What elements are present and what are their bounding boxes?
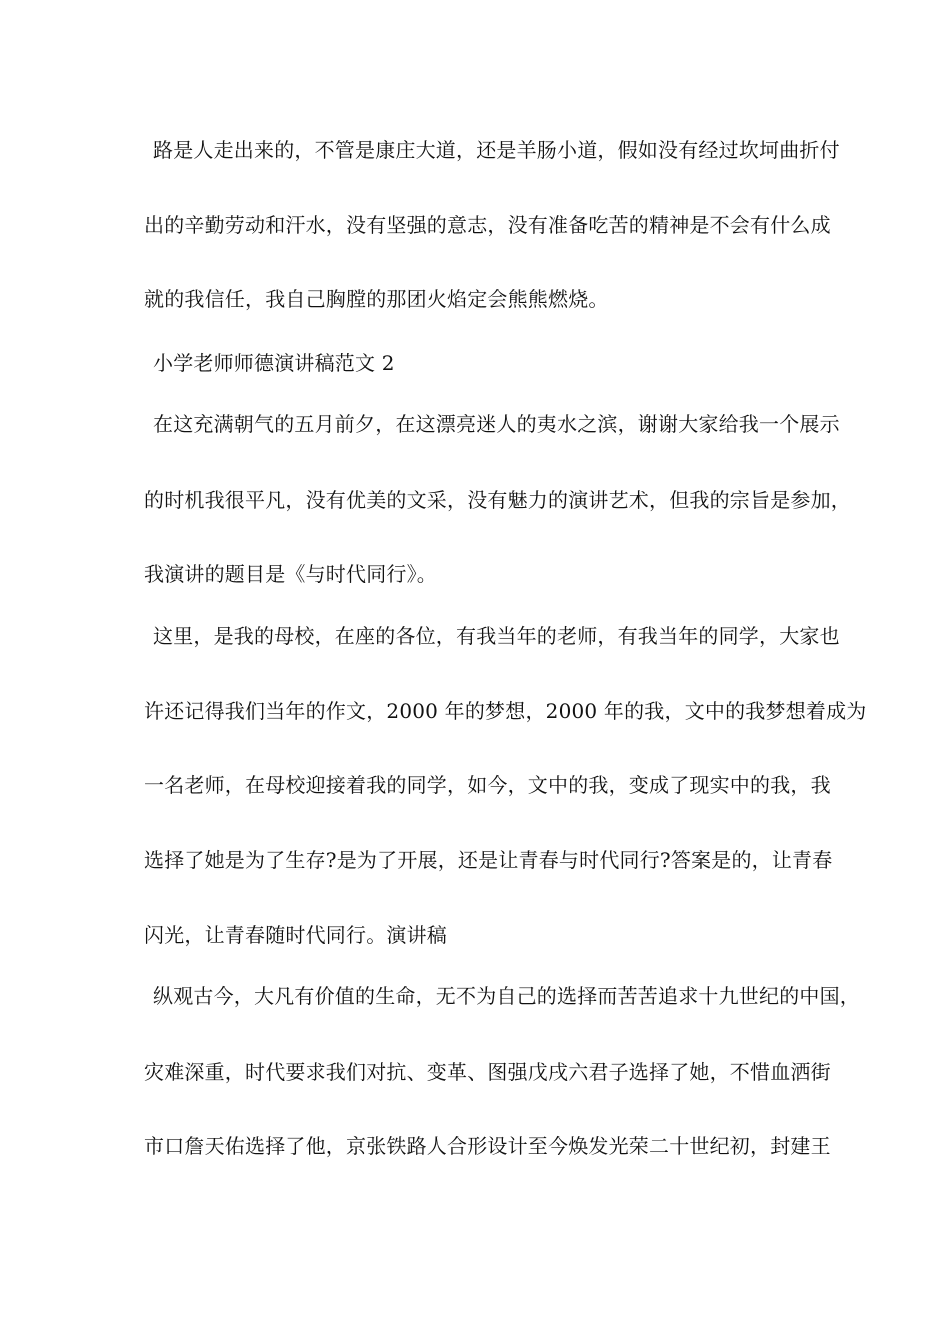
- paragraph-4-line-2: 灾难深重，时代要求我们对抗、变革、图强戊戌六君子选择了她，不惜血洒街: [144, 1060, 831, 1084]
- paragraph-2-line-2: 的时机我很平凡，没有优美的文采，没有魅力的演讲艺术，但我的宗旨是参加，: [144, 488, 851, 512]
- paragraph-4-line-3: 市口詹天佑选择了他，京张铁路人合形设计至今焕发光荣二十世纪初，封建王: [144, 1134, 831, 1158]
- paragraph-4-line-1: 纵观古今，大凡有价值的生命，无不为自己的选择而苦苦追求十九世纪的中国，: [153, 984, 860, 1008]
- paragraph-1-line-3: 就的我信任，我自己胸膛的那团火焰定会熊熊燃烧。: [144, 287, 609, 311]
- paragraph-1-line-2: 出的辛勤劳动和汗水，没有坚强的意志，没有准备吃苦的精神是不会有什么成: [144, 213, 831, 237]
- paragraph-3-line-3: 一名老师，在母校迎接着我的同学，如今，文中的我，变成了现实中的我，我: [144, 773, 831, 797]
- paragraph-3-line-2: 许还记得我们当年的作文，2000 年的梦想，2000 年的我，文中的我梦想着成为: [144, 699, 867, 723]
- paragraph-1-line-1: 路是人走出来的，不管是康庄大道，还是羊肠小道，假如没有经过坎坷曲折付: [153, 138, 840, 162]
- paragraph-3-line-5: 闪光，让青春随时代同行。演讲稿: [144, 923, 447, 947]
- paragraph-2-line-1: 在这充满朝气的五月前夕，在这漂亮迷人的夷水之滨，谢谢大家给我一个展示: [153, 412, 840, 436]
- paragraph-3-line-4: 选择了她是为了生存?是为了开展，还是让青春与时代同行?答案是的，让青春: [144, 848, 833, 872]
- paragraph-2-line-3: 我演讲的题目是《与时代同行》。: [144, 562, 437, 586]
- section-heading: 小学老师师德演讲稿范文 2: [153, 351, 395, 375]
- paragraph-3-line-1: 这里，是我的母校，在座的各位，有我当年的老师，有我当年的同学，大家也: [153, 624, 840, 648]
